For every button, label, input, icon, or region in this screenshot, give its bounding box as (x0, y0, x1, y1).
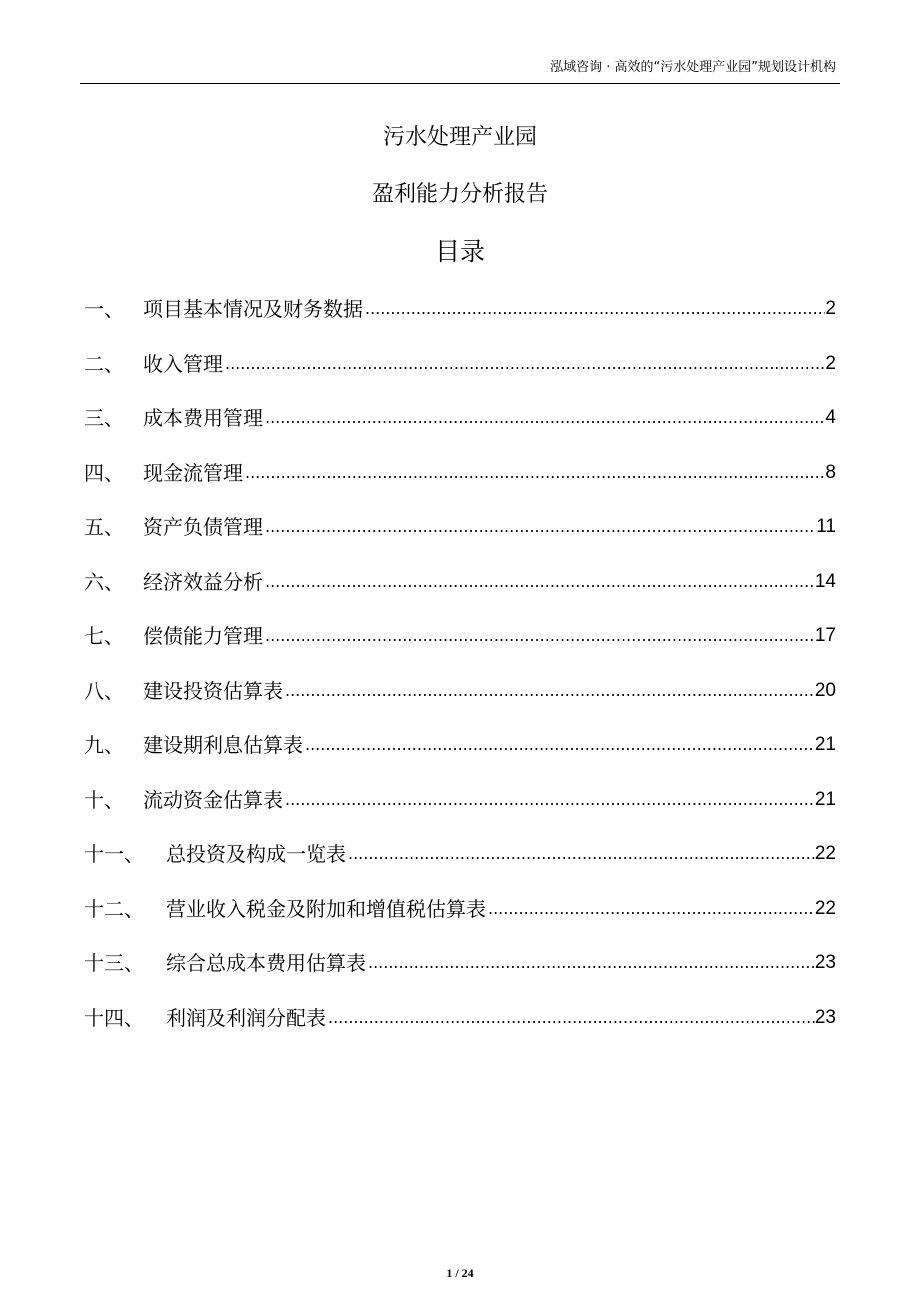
toc-entry-page: 11 (816, 516, 836, 537)
toc-entry-page: 17 (814, 625, 836, 646)
toc-entry-title: 营业收入税金及附加和增值税估算表 (166, 896, 486, 921)
toc-entry-number: 十四、 (84, 1005, 144, 1030)
toc-entry-title: 现金流管理 (143, 460, 243, 485)
toc-leader-dots (263, 512, 816, 542)
toc-leader-dots (486, 894, 815, 924)
toc-entry[interactable] (84, 730, 836, 785)
toc-entry-number: 八、 (84, 678, 124, 703)
toc-entry-title: 建设投资估算表 (143, 678, 283, 703)
header-rule (80, 83, 840, 84)
toc-leader-dots (283, 785, 815, 815)
toc-leader-dots (283, 676, 815, 706)
toc-entry-number: 一、 (84, 297, 124, 321)
toc-entry-page: 2 (825, 298, 836, 319)
toc-entry-page: 23 (814, 1006, 836, 1028)
toc-entry[interactable] (84, 567, 836, 622)
toc-entry-page: 20 (814, 679, 836, 701)
toc-entry-number: 十三、 (84, 951, 144, 975)
toc-entry-number: 十二、 (84, 896, 144, 921)
toc-entry[interactable] (84, 458, 836, 513)
toc-entry-page: 21 (814, 734, 836, 755)
toc-entry[interactable] (84, 403, 836, 458)
page-number: 1 / 24 (446, 1266, 474, 1280)
toc-leader-dots (263, 621, 815, 651)
toc-leader-dots (223, 349, 825, 379)
toc-entry-title: 建设期利息估算表 (143, 733, 303, 757)
toc-entry[interactable] (84, 621, 836, 676)
toc-entry[interactable] (84, 948, 836, 1003)
toc-entry-title: 项目基本情况及财务数据 (143, 297, 363, 321)
toc-entry[interactable] (84, 785, 836, 840)
toc-entry-page: 22 (814, 843, 836, 864)
toc-leader-dots (363, 294, 825, 324)
toc-leader-dots (346, 839, 815, 869)
toc-entry[interactable] (84, 349, 836, 404)
toc-entry-title: 偿债能力管理 (143, 624, 263, 648)
toc-leader-dots (366, 948, 815, 978)
toc-entry-number: 二、 (84, 351, 124, 376)
toc-entry-number: 九、 (84, 733, 124, 757)
toc-entry-page: 23 (814, 952, 836, 973)
toc-entry-number: 五、 (84, 515, 124, 539)
toc-entry-page: 21 (814, 788, 836, 810)
toc-entry-title: 流动资金估算表 (143, 787, 283, 812)
toc-entry[interactable] (84, 1003, 836, 1058)
toc-entry-number: 七、 (84, 624, 124, 648)
toc-leader-dots (263, 403, 825, 433)
toc-entry[interactable] (84, 839, 836, 894)
toc-entry-number: 十、 (84, 787, 124, 812)
toc-entry-title: 利润及利润分配表 (166, 1005, 326, 1030)
toc-entry-title: 收入管理 (143, 351, 223, 376)
toc-entry[interactable] (84, 294, 836, 349)
toc-entry[interactable] (84, 676, 836, 731)
toc-leader-dots (263, 567, 815, 597)
toc-entry-title: 成本费用管理 (143, 406, 263, 430)
document-title: 污水处理产业园 (382, 125, 537, 150)
toc-entry-page: 4 (825, 407, 836, 428)
toc-entry-page: 2 (825, 352, 836, 374)
page-header: 泓域咨询 · 高效的“污水处理产业园”规划设计机构 (550, 60, 836, 75)
table-of-contents (84, 294, 836, 1057)
toc-entry[interactable] (84, 894, 836, 949)
toc-entry-title: 资产负债管理 (143, 515, 263, 539)
toc-leader-dots (303, 730, 815, 760)
toc-entry-number: 十一、 (84, 842, 144, 866)
toc-entry-title: 综合总成本费用估算表 (166, 951, 366, 975)
toc-entry-number: 六、 (84, 569, 124, 594)
toc-entry-page: 14 (814, 570, 836, 592)
toc-leader-dots (326, 1003, 815, 1033)
toc-leader-dots (243, 458, 825, 488)
toc-entry-number: 三、 (84, 406, 124, 430)
toc-entry-title: 总投资及构成一览表 (166, 842, 346, 866)
toc-entry-page: 22 (814, 897, 836, 919)
toc-entry-page: 8 (825, 461, 836, 483)
document-subtitle: 盈利能力分析报告 (371, 182, 548, 207)
toc-entry-number: 四、 (84, 460, 124, 485)
toc-entry[interactable] (84, 512, 836, 567)
toc-entry-title: 经济效益分析 (143, 569, 263, 594)
toc-heading: 目录 (434, 237, 485, 266)
